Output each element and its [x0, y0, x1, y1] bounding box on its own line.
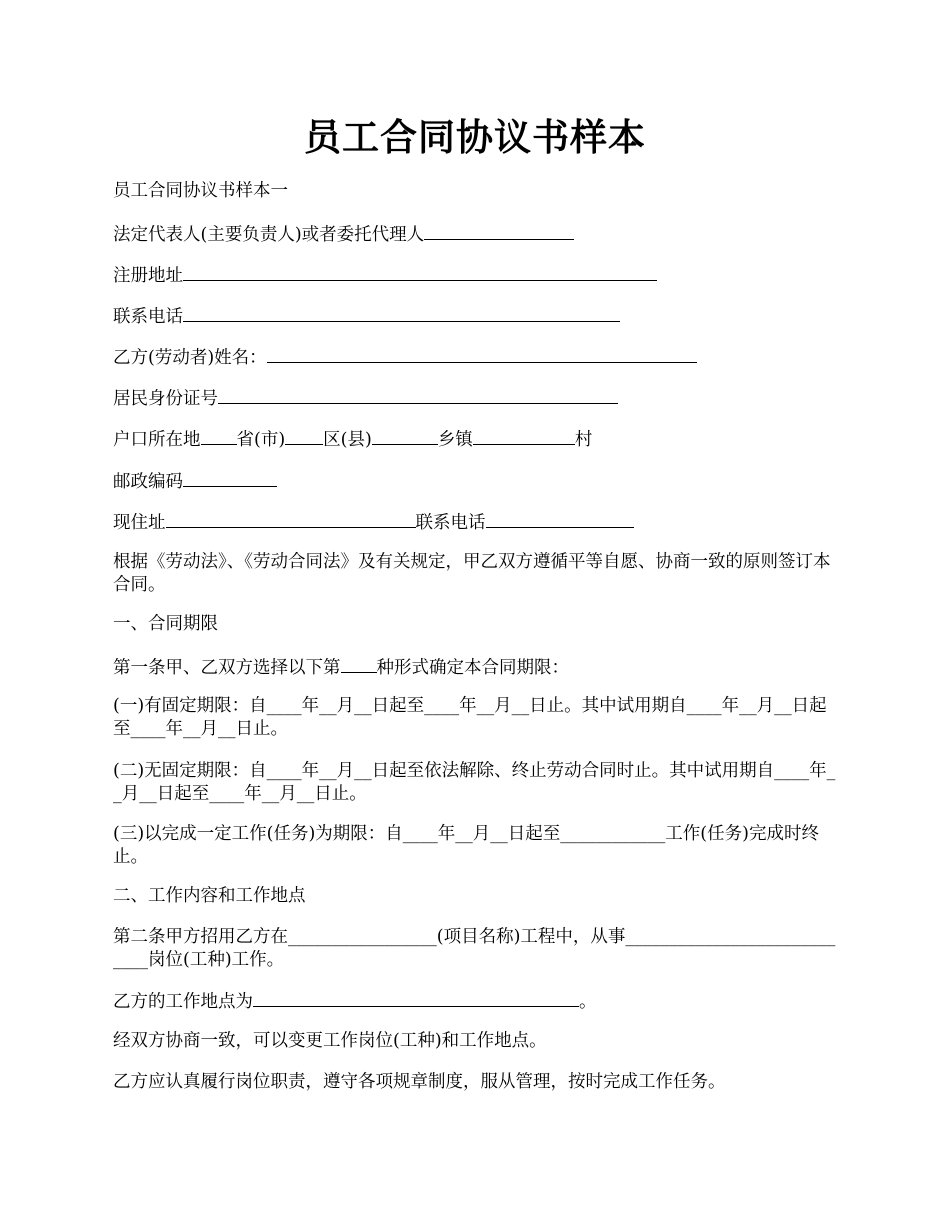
open-term-clause: (二)无固定期限：自____年__月__日起至依法解除、终止劳动合同时止。其中试用期自____年__月__日起至____年__月__日止。 [113, 761, 836, 804]
representative-line [113, 222, 839, 247]
representative-blank [424, 222, 574, 240]
id-number-blank [218, 386, 618, 404]
reg-address-label: 注册地址 [113, 266, 183, 286]
id-number-label: 居民身份证号 [113, 389, 218, 409]
duties: 乙方应认真履行岗位职责，遵守各项规章制度，服从管理，按时完成工作任务。 [113, 1072, 726, 1092]
party-b-name-line [113, 345, 839, 370]
article-1-text-b: 种形式确定本合同期限： [376, 658, 569, 678]
party-b-name-label: 乙方(劳动者)姓名： [113, 348, 267, 368]
subtitle: 员工合同协议书样本一 [113, 181, 288, 201]
household-blank-1 [201, 427, 237, 445]
document-title: 员工合同协议书样本 [304, 115, 646, 159]
change-agreement: 经双方协商一致，可以变更工作岗位(工种)和工作地点。 [113, 1031, 547, 1051]
section-2-heading: 二、工作内容和工作地点 [113, 886, 306, 906]
postcode-line [113, 469, 839, 494]
household-blank-3 [372, 427, 438, 445]
postcode-label: 邮政编码 [113, 472, 183, 492]
workplace-label: 乙方的工作地点为 [113, 992, 253, 1012]
workplace-blank [253, 989, 579, 1007]
representative-label: 法定代表人(主要负责人)或者委托代理人 [113, 225, 425, 245]
workplace-end: 。 [579, 992, 597, 1012]
phone-blank [183, 304, 620, 322]
household-district: 区(县) [323, 430, 372, 450]
current-address-blank [166, 510, 416, 528]
article-1-blank [341, 655, 377, 673]
workplace-line [113, 989, 839, 1014]
household-town: 乡镇 [437, 430, 473, 450]
current-address-label: 现住址 [113, 513, 166, 533]
current-address-phone-blank [486, 510, 634, 528]
task-term-clause: (三)以完成一定工作(任务)为期限：自____年__月__日起至____________工作(任务)完成时终止。 [113, 824, 819, 867]
preamble: 根据《劳动法》、《劳动合同法》及有关规定，甲乙双方遵循平等自愿、协商一致的原则签订本合同。 [113, 552, 831, 595]
phone-line [113, 304, 839, 329]
article-2: 第二条甲方招用乙方在_________________(项目名称)工程中，从事____________________________岗位(工种)工作。 [113, 927, 836, 970]
household-village: 村 [574, 430, 593, 450]
household-blank-2 [285, 427, 323, 445]
party-b-name-blank [267, 345, 697, 363]
article-1-text-a: 第一条甲、乙双方选择以下第 [113, 658, 341, 678]
household-province: 省(市) [236, 430, 286, 450]
section-1-heading: 一、合同期限 [113, 614, 218, 634]
phone-label: 联系电话 [113, 307, 183, 327]
current-address-phone-label: 联系电话 [415, 513, 486, 533]
current-address-line [113, 510, 839, 535]
id-number-line [113, 386, 839, 411]
fixed-term-clause: (一)有固定期限：自____年__月__日起至____年__月__日止。其中试用期自____年__月__日起至____年__月__日止。 [113, 696, 827, 739]
household-line [113, 427, 839, 452]
reg-address-blank [183, 263, 657, 281]
household-blank-4 [473, 427, 575, 445]
reg-address-line [113, 263, 839, 288]
household-label: 户口所在地 [113, 430, 201, 450]
article-1 [113, 655, 839, 680]
postcode-blank [183, 469, 277, 487]
